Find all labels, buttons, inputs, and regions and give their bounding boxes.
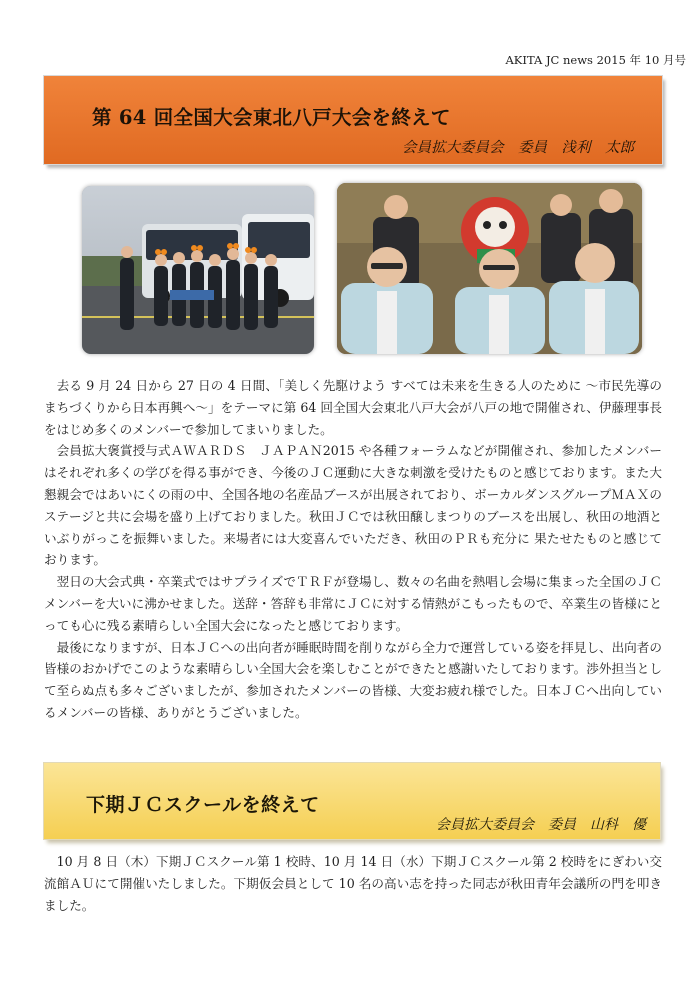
article1-body xyxy=(44,375,662,724)
group-photo-bus-image xyxy=(82,186,314,354)
article1-byline: 会員拡大委員会 委員 浅利 太郎 xyxy=(402,140,634,156)
group-photo-bus xyxy=(82,186,314,354)
article1-paragraph: 会員拡大褒賞授与式ＡＷＡＲＤＳ ＪＡＰＡＮ2015 や各種フォーラムなどが開催され、参加したメンバーはそれぞれ多くの学びを得る事ができ、今後のＪＣ運動に大きな刺激を受けたものと感じております。また大懇親会ではあいにくの雨の中、全国各地の名産品ブースが出展されており、ボーカルダンスグループＭＡＸのステージと共に会場を盛り上げておりました。秋田ＪＣでは秋田醸しまつりのブースを出展し、秋田の地酒といぶりがっこを振舞いました。来場者には大変喜んでいただき、秋田のＰＲも充分に 果たせたものと感じております。 xyxy=(44,443,662,568)
article2-body xyxy=(44,851,662,916)
article1-title: 第 64 回全国大会東北八戸大会を終えて xyxy=(92,106,451,129)
header-note: AKITA JC news 2015 年 10 月号 xyxy=(505,53,686,67)
members-photo-daruma-image xyxy=(337,183,642,354)
article2-byline: 会員拡大委員会 委員 山科 優 xyxy=(436,817,646,833)
members-photo-daruma xyxy=(337,183,642,354)
article2-paragraph: 10 月 8 日（木）下期ＪＣスクール第 1 校時、10 月 14 日（水）下期ＪＣスクール第 2 校時をにぎわい交流館ＡＵにて開催いたしました。下期仮会員として 10 名の高い志を持った同志が秋田青年会議所の門を叩きました。 xyxy=(44,854,662,913)
article2-title: 下期ＪＣスクールを終えて xyxy=(86,794,320,816)
article2-banner xyxy=(44,763,660,839)
article1-paragraph: 最後になりますが、日本ＪＣへの出向者が睡眠時間を削りながら全力で運営している姿を拝見し、出向者の皆様のおかげでこのような素晴らしい全国大会を楽しむことができたと感謝いたしております。渉外担当として至らぬ点も多々ございましたが、参加されたメンバーの皆様、大変お疲れ様でした。日本ＪＣへ出向しているメンバーの皆様、ありがとうございました。 xyxy=(44,639,663,720)
article1-paragraph: 翌日の大会式典・卒業式ではサプライズでＴＲＦが登場し、数々の名曲を熱唱し会場に集まった全国のＪＣメンバーを大いに沸かせました。送辞・答辞も非常にＪＣに対する情熱がこもったもので、卒業生の皆様にとっても心に残る素晴らしい全国大会になったと感じております。 xyxy=(44,574,662,633)
article1-banner xyxy=(44,76,662,164)
article1-paragraph: 去る 9 月 24 日から 27 日の 4 日間、「美しく先駆けよう すべては未来を生きる人のために 〜市民先導のまちづくりから日本再興へ〜」をテーマに第 64 回全国大会東北八戸大会が八戸の地で開催され、伊藤理事長をはじめ多くのメンバーで参加してまいりました。 xyxy=(44,378,662,437)
